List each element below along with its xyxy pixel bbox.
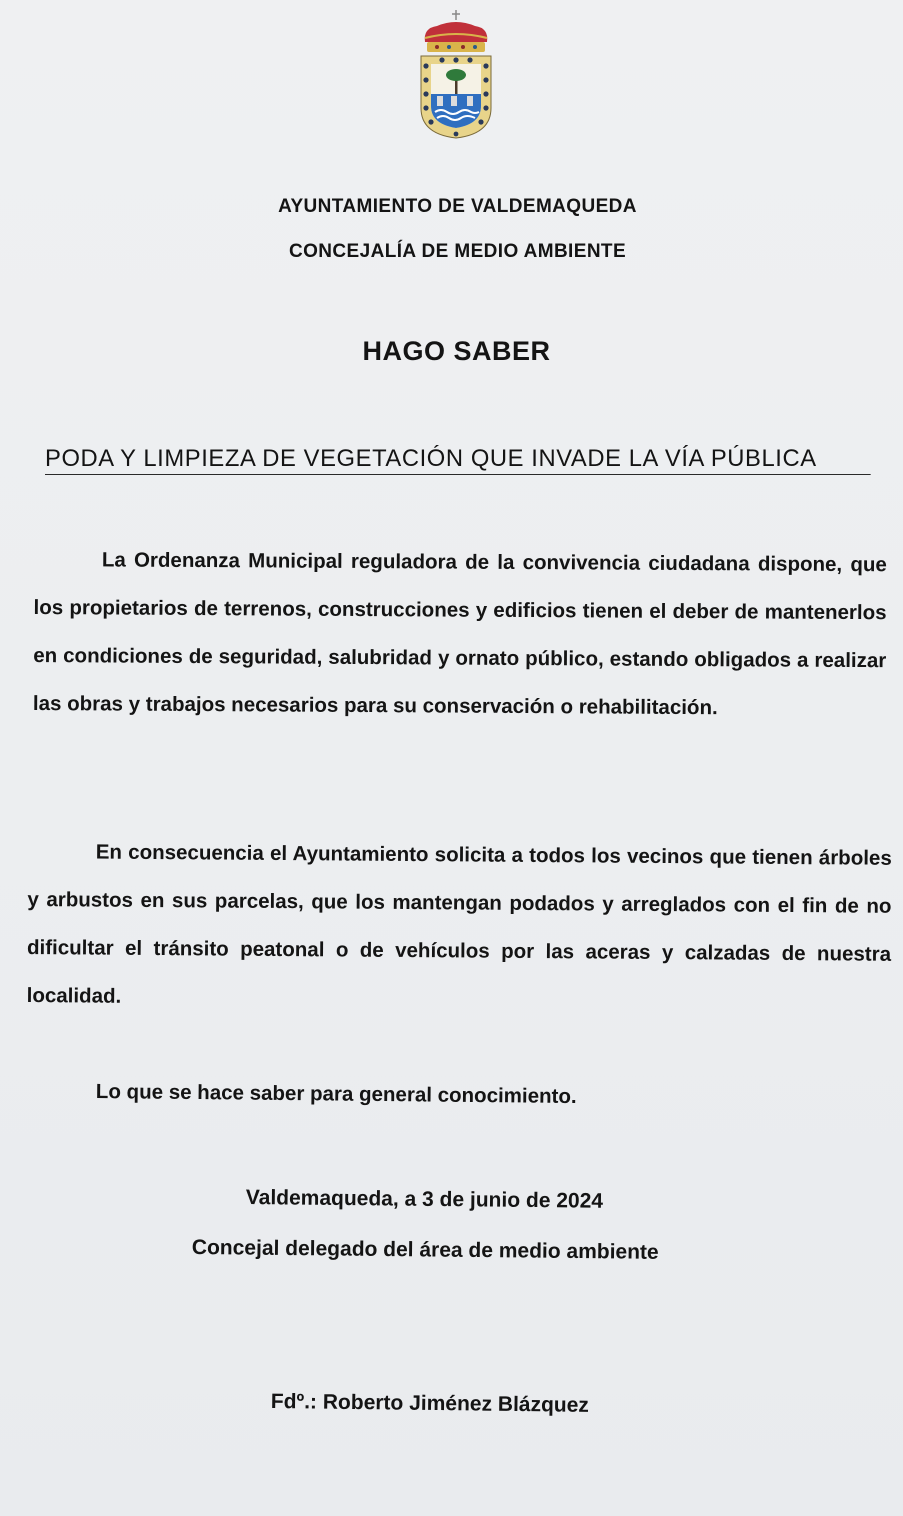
paragraph-text: La Ordenanza Municipal reguladora de la convivencia ciudadana dispone, que los propietarios de terrenos, construcciones y edificios tienen el deber de mantenerlos en condiciones de seguridad, salubridad y ornato público, estando obligados a realizar las obras y trabajos necesarios para su conservación o rehabilitación. [32,548,887,720]
paragraph-text: En consecuencia el Ayuntamiento solicita a todos los vecinos que tienen árboles y arbustos en sus parcelas, que los mantengan podados y arreglados con el fin de no dificultar el tránsito peatonal o de vehículos por las aceras y calzadas de nuestra localidad. [26,840,892,1008]
body-paragraph [26,828,891,1027]
place-and-date: Valdemaqueda, a 3 de junio de 2024 [245,1186,604,1213]
notice-subject: PODA Y LIMPIEZA DE VEGETACIÓN QUE INVADE LA VÍA PÚBLICA [45,445,871,475]
paragraph-indent [28,858,96,859]
notice-heading: HAGO SABER [362,336,551,366]
department-name: CONCEJALÍA DE MEDIO AMBIENTE [288,241,627,262]
closing-statement: Lo que se hace saber para general conocimiento. [95,1080,577,1109]
body-paragraph [33,536,887,733]
municipality-name: AYUNTAMIENTO DE VALDEMAQUEDA [278,196,637,217]
signature-line: Fdº.: Roberto Jiménez Blázquez [270,1390,590,1417]
signer-role: Concejal delegado del área de medio ambiente [191,1236,659,1264]
coat-of-arms-icon [417,8,495,140]
